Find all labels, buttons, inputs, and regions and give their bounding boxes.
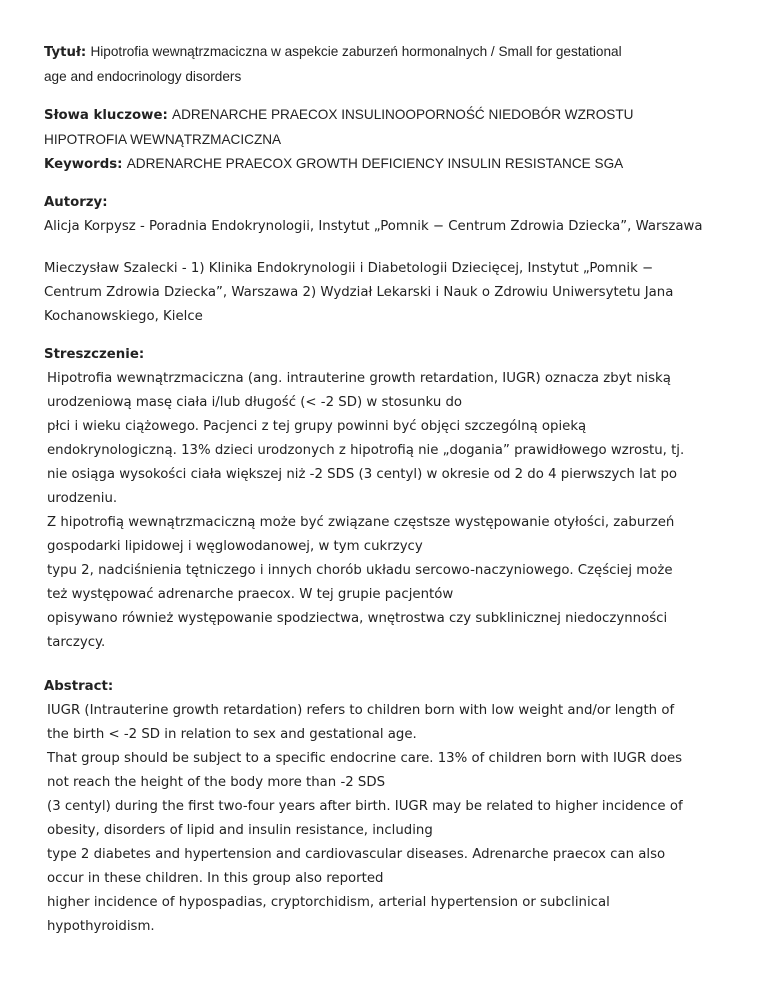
title-label: Tytuł: [44,45,87,60]
abstract-line: obesity, disorders of lipid and insulin resistance, including [47,823,433,838]
streszczenie-line: tarczycy. [47,635,106,650]
abstract-label: Abstract: [44,679,114,694]
streszczenie-line: też występować adrenarche praecox. W tej grupie pacjentów [47,587,454,602]
streszczenie-label: Streszczenie: [44,347,145,362]
abstract-section [44,675,734,939]
abstract-line: occur in these children. In this group also reported [47,871,384,886]
streszczenie-line: endokrynologiczną. 13% dzieci urodzonych z hipotrofią nie „dogania” prawidłowego wzrostu, tj. [47,443,685,458]
abstract-line: type 2 diabetes and hypertension and cardiovascular diseases. Adrenarche praecox can also [47,847,666,862]
streszczenie-section [44,343,734,655]
author-2-line-3: Kochanowskiego, Kielce [44,309,203,324]
title-text-2: age and endocrinology disorders [44,69,242,84]
streszczenie-line: Z hipotrofią wewnątrzmaciczną może być związane częstsze występowanie otyłości, zaburzeń [47,515,675,530]
keywords-en-section [44,152,734,177]
streszczenie-line: typu 2, nadciśnienia tętniczego i innych chorób układu sercowo-naczyniowego. Częściej może [47,563,673,578]
abstract-line: That group should be subject to a specific endocrine care. 13% of children born with IUGR does [47,751,683,766]
keywords-pl-text-2: HIPOTROFIA WEWNĄTRZMACICZNA [44,132,282,147]
abstract-line: the birth < -2 SD in relation to sex and gestational age. [47,727,417,742]
abstract-line: not reach the height of the body more than -2 SDS [47,775,386,790]
abstract-line: higher incidence of hypospadias, cryptorchidism, arterial hypertension or subclinical [47,895,610,910]
abstract-line: (3 centyl) during the first two-four years after birth. IUGR may be related to higher incidence of [47,799,683,814]
streszczenie-line: gospodarki lipidowej i węglowodanowej, w tym cukrzycy [47,539,423,554]
authors-section [44,191,734,329]
author-2-line-2: Centrum Zdrowia Dziecka”, Warszawa 2) Wydział Lekarski i Nauk o Zdrowiu Uniwersytetu Jana [44,285,674,300]
title-line-1 [44,40,734,65]
title-section [44,40,734,89]
document [44,40,734,939]
keywords-pl-label: Słowa kluczowe: [44,108,168,123]
author-2-line-1: Mieczysław Szalecki - 1) Klinika Endokrynologii i Diabetologii Dziecięcej, Instytut „Pomnik − [44,261,654,276]
streszczenie-line: urodzeniu. [47,491,118,506]
authors-label: Autorzy: [44,195,108,210]
title-text-1: Hipotrofia wewnątrzmaciczna w aspekcie zaburzeń hormonalnych / Small for gestational [90,44,622,59]
keywords-en-label: Keywords: [44,157,123,172]
streszczenie-line: opisywano również występowanie spodziectwa, wnętrostwa czy subklinicznej niedoczynności [47,611,668,626]
author-1: Alicja Korpysz - Poradnia Endokrynologii, Instytut „Pomnik − Centrum Zdrowia Dziecka”, Warszawa [44,219,703,234]
streszczenie-line: Hipotrofia wewnątrzmaciczna (ang. intrauterine growth retardation, IUGR) oznacza zbyt niską [47,371,671,386]
keywords-en-line [44,152,734,177]
abstract-line: IUGR (Intrauterine growth retardation) refers to children born with low weight and/or length of [47,703,675,718]
streszczenie-line: urodzeniową masę ciała i/lub długość (< -2 SD) w stosunku do [47,395,463,410]
keywords-en-text: ADRENARCHE PRAECOX GROWTH DEFICIENCY INSULIN RESISTANCE SGA [126,156,624,171]
keywords-pl-line-1 [44,103,734,128]
keywords-pl-section [44,103,734,152]
streszczenie-line: płci i wieku ciążowego. Pacjenci z tej grupy powinni być objęci szczególną opieką [47,419,587,434]
abstract-line: hypothyroidism. [47,919,155,934]
keywords-pl-text-1: ADRENARCHE PRAECOX INSULINOOPORNOŚĆ NIEDOBÓR WZROSTU [172,107,634,122]
streszczenie-line: nie osiąga wysokości ciała większej niż -2 SDS (3 centyl) w okresie od 2 do 4 pierwszych lat po [47,467,678,482]
